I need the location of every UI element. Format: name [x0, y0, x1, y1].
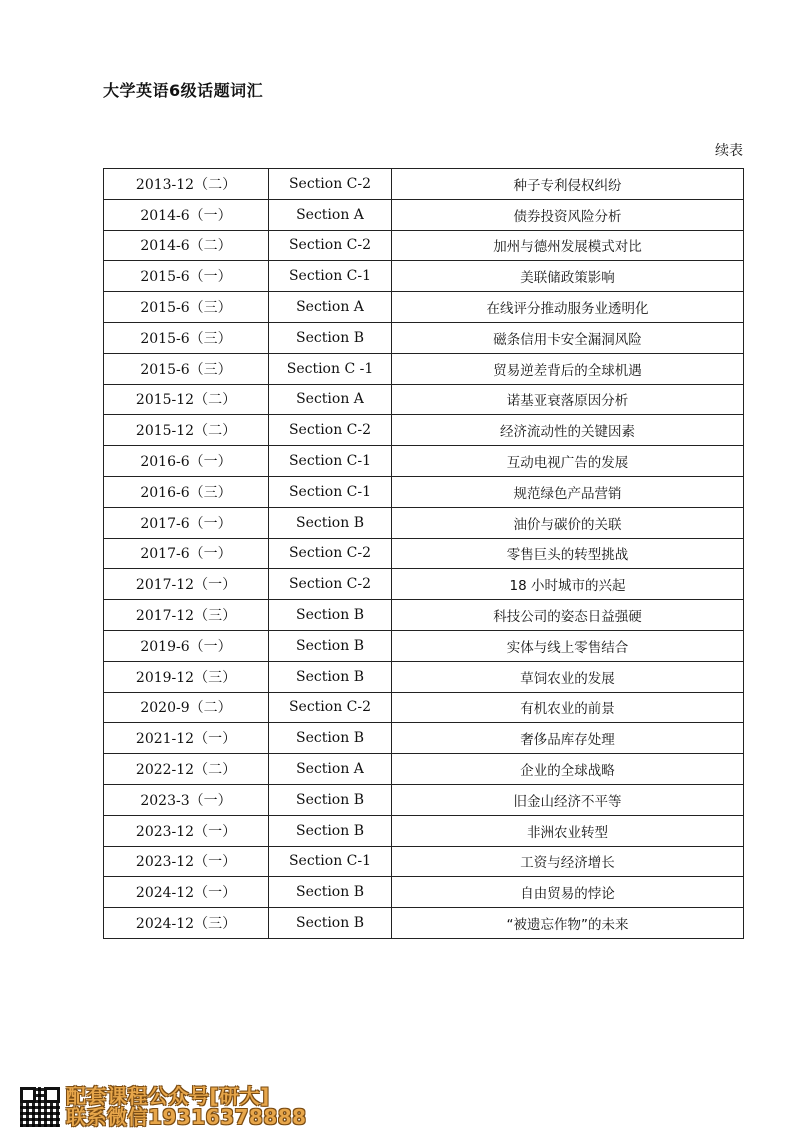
exam-date-cell: 2024-12（一） — [104, 877, 269, 908]
topic-cell: 企业的全球战略 — [392, 754, 744, 785]
topic-cell: 奢侈品库存处理 — [392, 723, 744, 754]
topic-cell: 贸易逆差背后的全球机遇 — [392, 353, 744, 384]
exam-date-cell: 2017-6（一） — [104, 507, 269, 538]
topic-cell: 加州与德州发展模式对比 — [392, 230, 744, 261]
exam-date-cell: 2020-9（二） — [104, 692, 269, 723]
table-row — [104, 415, 744, 446]
exam-date-cell: 2024-12（三） — [104, 908, 269, 939]
section-cell: Section C-1 — [269, 846, 392, 877]
table-row — [104, 754, 744, 785]
section-cell: Section C-2 — [269, 569, 392, 600]
exam-date-cell: 2015-12（二） — [104, 415, 269, 446]
section-cell: Section C-2 — [269, 230, 392, 261]
exam-date-cell: 2014-6（一） — [104, 199, 269, 230]
topic-cell: 经济流动性的关键因素 — [392, 415, 744, 446]
topic-cell: 互动电视广告的发展 — [392, 446, 744, 477]
table-row — [104, 538, 744, 569]
table-row — [104, 476, 744, 507]
section-cell: Section B — [269, 600, 392, 631]
section-cell: Section C-2 — [269, 692, 392, 723]
section-cell: Section C-1 — [269, 446, 392, 477]
page-title: 大学英语6级话题词汇 — [103, 81, 264, 100]
exam-date-cell: 2015-6（一） — [104, 261, 269, 292]
exam-date-cell: 2022-12（二） — [104, 754, 269, 785]
section-cell: Section B — [269, 507, 392, 538]
exam-date-cell: 2023-12（一） — [104, 815, 269, 846]
topic-cell: 非洲农业转型 — [392, 815, 744, 846]
topic-cell: 诺基亚衰落原因分析 — [392, 384, 744, 415]
exam-date-cell: 2014-6（二） — [104, 230, 269, 261]
exam-date-cell: 2023-3（一） — [104, 784, 269, 815]
section-cell: Section A — [269, 199, 392, 230]
topic-table — [103, 168, 744, 939]
exam-date-cell: 2023-12（一） — [104, 846, 269, 877]
qr-code-icon — [20, 1087, 60, 1127]
table-row — [104, 322, 744, 353]
exam-date-cell: 2017-12（一） — [104, 569, 269, 600]
exam-date-cell: 2015-12（二） — [104, 384, 269, 415]
section-cell: Section B — [269, 322, 392, 353]
table-row — [104, 600, 744, 631]
table-row — [104, 877, 744, 908]
section-cell: Section A — [269, 384, 392, 415]
table-row — [104, 815, 744, 846]
table-row — [104, 661, 744, 692]
exam-date-cell: 2016-6（一） — [104, 446, 269, 477]
table-row — [104, 507, 744, 538]
table-row — [104, 384, 744, 415]
topic-cell: 草饲农业的发展 — [392, 661, 744, 692]
table-row — [104, 569, 744, 600]
exam-date-cell: 2016-6（三） — [104, 476, 269, 507]
section-cell: Section C-1 — [269, 261, 392, 292]
topic-cell: 种子专利侵权纠纷 — [392, 169, 744, 200]
section-cell: Section A — [269, 754, 392, 785]
table-row — [104, 908, 744, 939]
promo-line-1: 配套课程公众号[研大] — [66, 1084, 270, 1108]
table-row — [104, 292, 744, 323]
exam-date-cell: 2017-12（三） — [104, 600, 269, 631]
table-row — [104, 723, 744, 754]
promo-text — [66, 1086, 307, 1128]
topic-cell: 债券投资风险分析 — [392, 199, 744, 230]
section-cell: Section C-1 — [269, 476, 392, 507]
exam-date-cell: 2015-6（三） — [104, 292, 269, 323]
topic-cell: 18 小时城市的兴起 — [392, 569, 744, 600]
topic-cell: 油价与碳价的关联 — [392, 507, 744, 538]
topic-cell: 规范绿色产品营销 — [392, 476, 744, 507]
promo-line-2: 联系微信19316378888 — [66, 1105, 307, 1129]
topic-cell: 零售巨头的转型挑战 — [392, 538, 744, 569]
exam-date-cell: 2019-12（三） — [104, 661, 269, 692]
topic-cell: 美联储政策影响 — [392, 261, 744, 292]
section-cell: Section B — [269, 661, 392, 692]
table-row — [104, 784, 744, 815]
table-row — [104, 630, 744, 661]
section-cell: Section B — [269, 630, 392, 661]
topic-cell: 磁条信用卡安全漏洞风险 — [392, 322, 744, 353]
section-cell: Section B — [269, 877, 392, 908]
exam-date-cell: 2019-6（一） — [104, 630, 269, 661]
topic-cell: 在线评分推动服务业透明化 — [392, 292, 744, 323]
topic-cell: 工资与经济增长 — [392, 846, 744, 877]
exam-date-cell: 2013-12（二） — [104, 169, 269, 200]
section-cell: Section A — [269, 292, 392, 323]
table-row — [104, 353, 744, 384]
section-cell: Section C-2 — [269, 538, 392, 569]
topic-cell: “被遗忘作物”的未来 — [392, 908, 744, 939]
topic-cell: 实体与线上零售结合 — [392, 630, 744, 661]
topic-cell: 有机农业的前景 — [392, 692, 744, 723]
table-row — [104, 230, 744, 261]
section-cell: Section C-2 — [269, 415, 392, 446]
topic-cell: 自由贸易的悖论 — [392, 877, 744, 908]
section-cell: Section B — [269, 815, 392, 846]
table-row — [104, 169, 744, 200]
section-cell: Section C -1 — [269, 353, 392, 384]
table-row — [104, 199, 744, 230]
table-row — [104, 846, 744, 877]
exam-date-cell: 2017-6（一） — [104, 538, 269, 569]
topic-cell: 旧金山经济不平等 — [392, 784, 744, 815]
topic-cell: 科技公司的姿态日益强硬 — [392, 600, 744, 631]
section-cell: Section B — [269, 784, 392, 815]
exam-date-cell: 2021-12（一） — [104, 723, 269, 754]
table-row — [104, 692, 744, 723]
table-continued-label: 续表 — [715, 143, 743, 159]
exam-date-cell: 2015-6（三） — [104, 322, 269, 353]
exam-date-cell: 2015-6（三） — [104, 353, 269, 384]
table-row — [104, 446, 744, 477]
section-cell: Section C-2 — [269, 169, 392, 200]
section-cell: Section B — [269, 723, 392, 754]
section-cell: Section B — [269, 908, 392, 939]
table-row — [104, 261, 744, 292]
watermark-footer — [20, 1086, 307, 1128]
